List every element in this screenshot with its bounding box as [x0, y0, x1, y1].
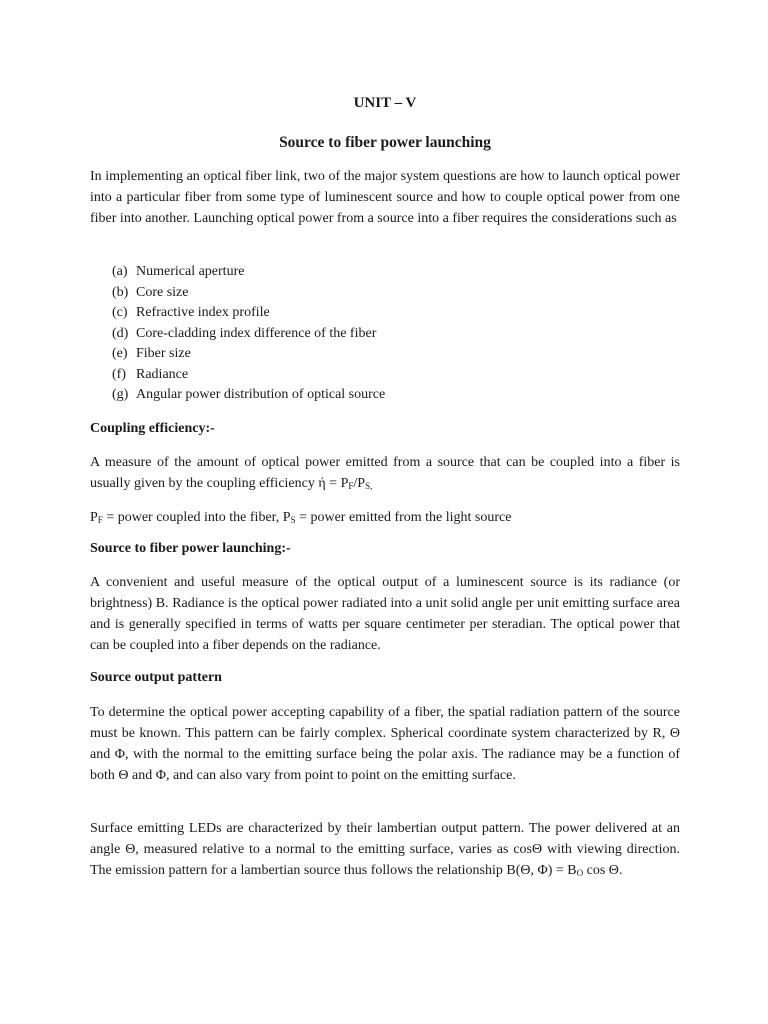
power-launching-heading: Source to fiber power launching:- [90, 541, 291, 556]
power-launching-paragraph: A convenient and useful measure of the optical output of a luminescent source is its radiance (or brightness) B. Radiance is the optical power radiated into a unit solid angle per unit emitting surface area and is generally specified in terms of watts per square centimeter per steradian. The optical power that can be coupled into a fiber depends on the radiance. [90, 575, 680, 653]
unit-title: UNIT – V [353, 95, 417, 111]
list-item: (e) Fiber size [112, 346, 191, 361]
coupling-efficiency-heading: Coupling efficiency:- [90, 421, 215, 436]
lambertian-paragraph: Surface emitting LEDs are characterized by their lambertian output pattern. The power delivered at an angle Θ, measured relative to a normal to the emitting surface, varies as cosΘ with viewing direction. The emission pattern for a lambertian source thus follows the relationship B(Θ, $\Phi) = B_O$ cos Θ. [90, 821, 680, 878]
list-item: (d) Core-cladding index difference of the fiber [112, 325, 377, 341]
power-definitions: $P_F$ = power coupled into the fiber, $P_S$ = power emitted from the light source [90, 510, 512, 525]
list-item: (c) Refractive index profile [112, 305, 270, 320]
output-pattern-paragraph: To determine the optical power accepting capability of a fiber, the spatial radiation pattern of the source must be known. This pattern can be fairly complex. Spherical coordinate system characterized by R, Θ and Φ, with the normal to the emitting surface being the polar axis. The radiance may be a function of both Θ and Φ, and can also vary from point to point on the emitting surface. [90, 705, 680, 783]
list-item: (f) Radiance [112, 366, 189, 382]
list-item: (g) Angular power distribution of optical source [112, 387, 386, 402]
list-item: (a) Numerical aperture [112, 264, 245, 279]
document-title: Source to fiber power launching [279, 134, 491, 151]
list-item: (b) Core size [112, 284, 189, 300]
source-output-pattern-heading: Source output pattern [90, 670, 222, 685]
coupling-efficiency-paragraph: A measure of the amount of optical power emitted from a source that can be coupled into a fiber is usually given by the coupling efficiency $ή = P_F/P_{S,}$ [90, 455, 680, 491]
intro-paragraph: In implementing an optical fiber link, two of the major system questions are how to launch optical power into a particular fiber from some type of luminescent source and how to couple optical power from one fiber into another. Launching optical power from a source into a fiber requires the considerations such as [90, 169, 680, 226]
considerations-list [112, 262, 385, 406]
